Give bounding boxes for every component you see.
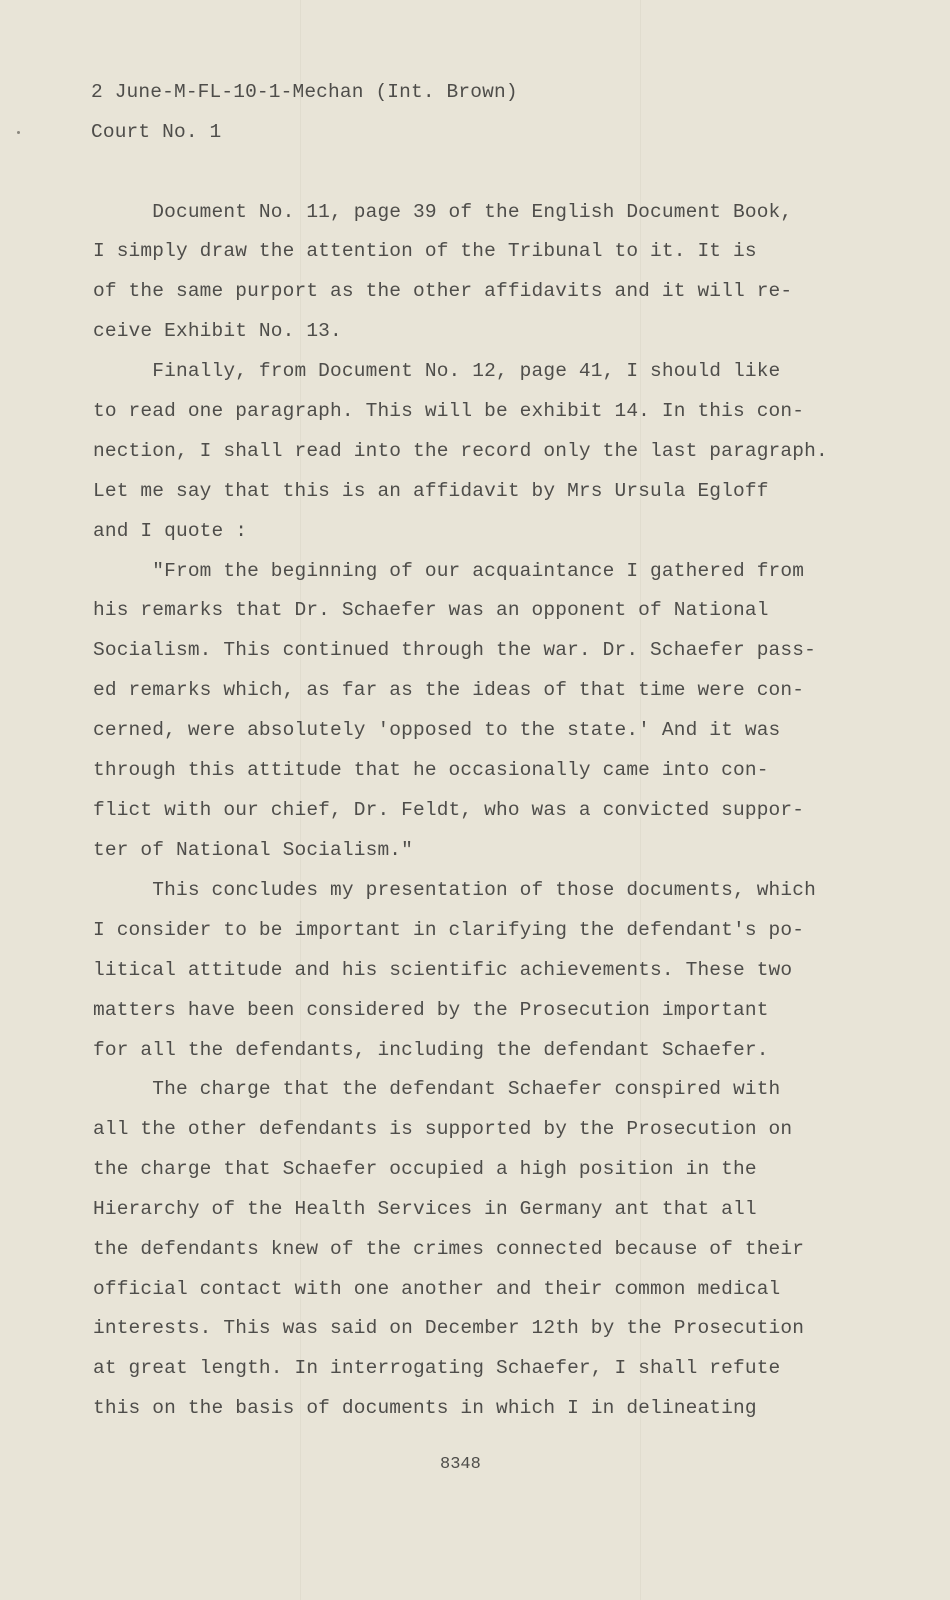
text-line: of the same purport as the other affidavits and it will re- <box>93 280 793 302</box>
text-line: official contact with one another and their common medical <box>93 1278 781 1300</box>
text-line: Let me say that this is an affidavit by Mrs Ursula Egloff <box>93 480 769 502</box>
text-line: flict with our chief, Dr. Feldt, who was a convicted suppor- <box>93 799 805 821</box>
text-line: Document No. 11, page 39 of the English Document Book, <box>93 201 793 223</box>
text-line: "From the beginning of our acquaintance I gathered from <box>93 560 805 582</box>
text-line: for all the defendants, including the defendant Schaefer. <box>93 1039 769 1061</box>
text-line: ed remarks which, as far as the ideas of that time were con- <box>93 679 805 701</box>
text-line: this on the basis of documents in which I in delineating <box>93 1397 757 1419</box>
text-line: through this attitude that he occasionally came into con- <box>93 759 769 781</box>
text-line: Socialism. This continued through the war. Dr. Schaefer pass- <box>93 639 816 661</box>
text-line: Finally, from Document No. 12, page 41, I should like <box>93 360 781 382</box>
document-header-reference: 2 June-M-FL-10-1-Mechan (Int. Brown) <box>91 81 518 103</box>
text-line: nection, I shall read into the record only the last paragraph. <box>93 440 828 462</box>
text-line: and I quote : <box>93 520 248 542</box>
text-line: The charge that the defendant Schaefer conspired with <box>93 1078 781 1100</box>
text-line: I consider to be important in clarifying the defendant's po- <box>93 919 805 941</box>
text-line: interests. This was said on December 12th by the Prosecution <box>93 1317 805 1339</box>
text-line: cerned, were absolutely 'opposed to the state.' And it was <box>93 719 781 741</box>
text-line: This concludes my presentation of those documents, which <box>93 879 816 901</box>
text-line: to read one paragraph. This will be exhibit 14. In this con- <box>93 400 805 422</box>
court-number: Court No. 1 <box>91 121 222 143</box>
punch-mark <box>17 131 20 134</box>
text-line: the defendants knew of the crimes connected because of their <box>93 1238 805 1260</box>
text-line: ter of National Socialism." <box>93 839 414 861</box>
text-line: matters have been considered by the Prosecution important <box>93 999 769 1021</box>
page-number: 8348 <box>440 1455 481 1474</box>
text-line: at great length. In interrogating Schaefer, I shall refute <box>93 1357 781 1379</box>
text-line: litical attitude and his scientific achievements. These two <box>93 959 793 981</box>
text-line: Hierarchy of the Health Services in Germany ant that all <box>93 1198 757 1220</box>
text-line: I simply draw the attention of the Tribunal to it. It is <box>93 240 757 262</box>
text-line: the charge that Schaefer occupied a high position in the <box>93 1158 757 1180</box>
text-line: all the other defendants is supported by the Prosecution on <box>93 1118 793 1140</box>
text-line: ceive Exhibit No. 13. <box>93 320 342 342</box>
text-line: his remarks that Dr. Schaefer was an opponent of National <box>93 599 769 621</box>
